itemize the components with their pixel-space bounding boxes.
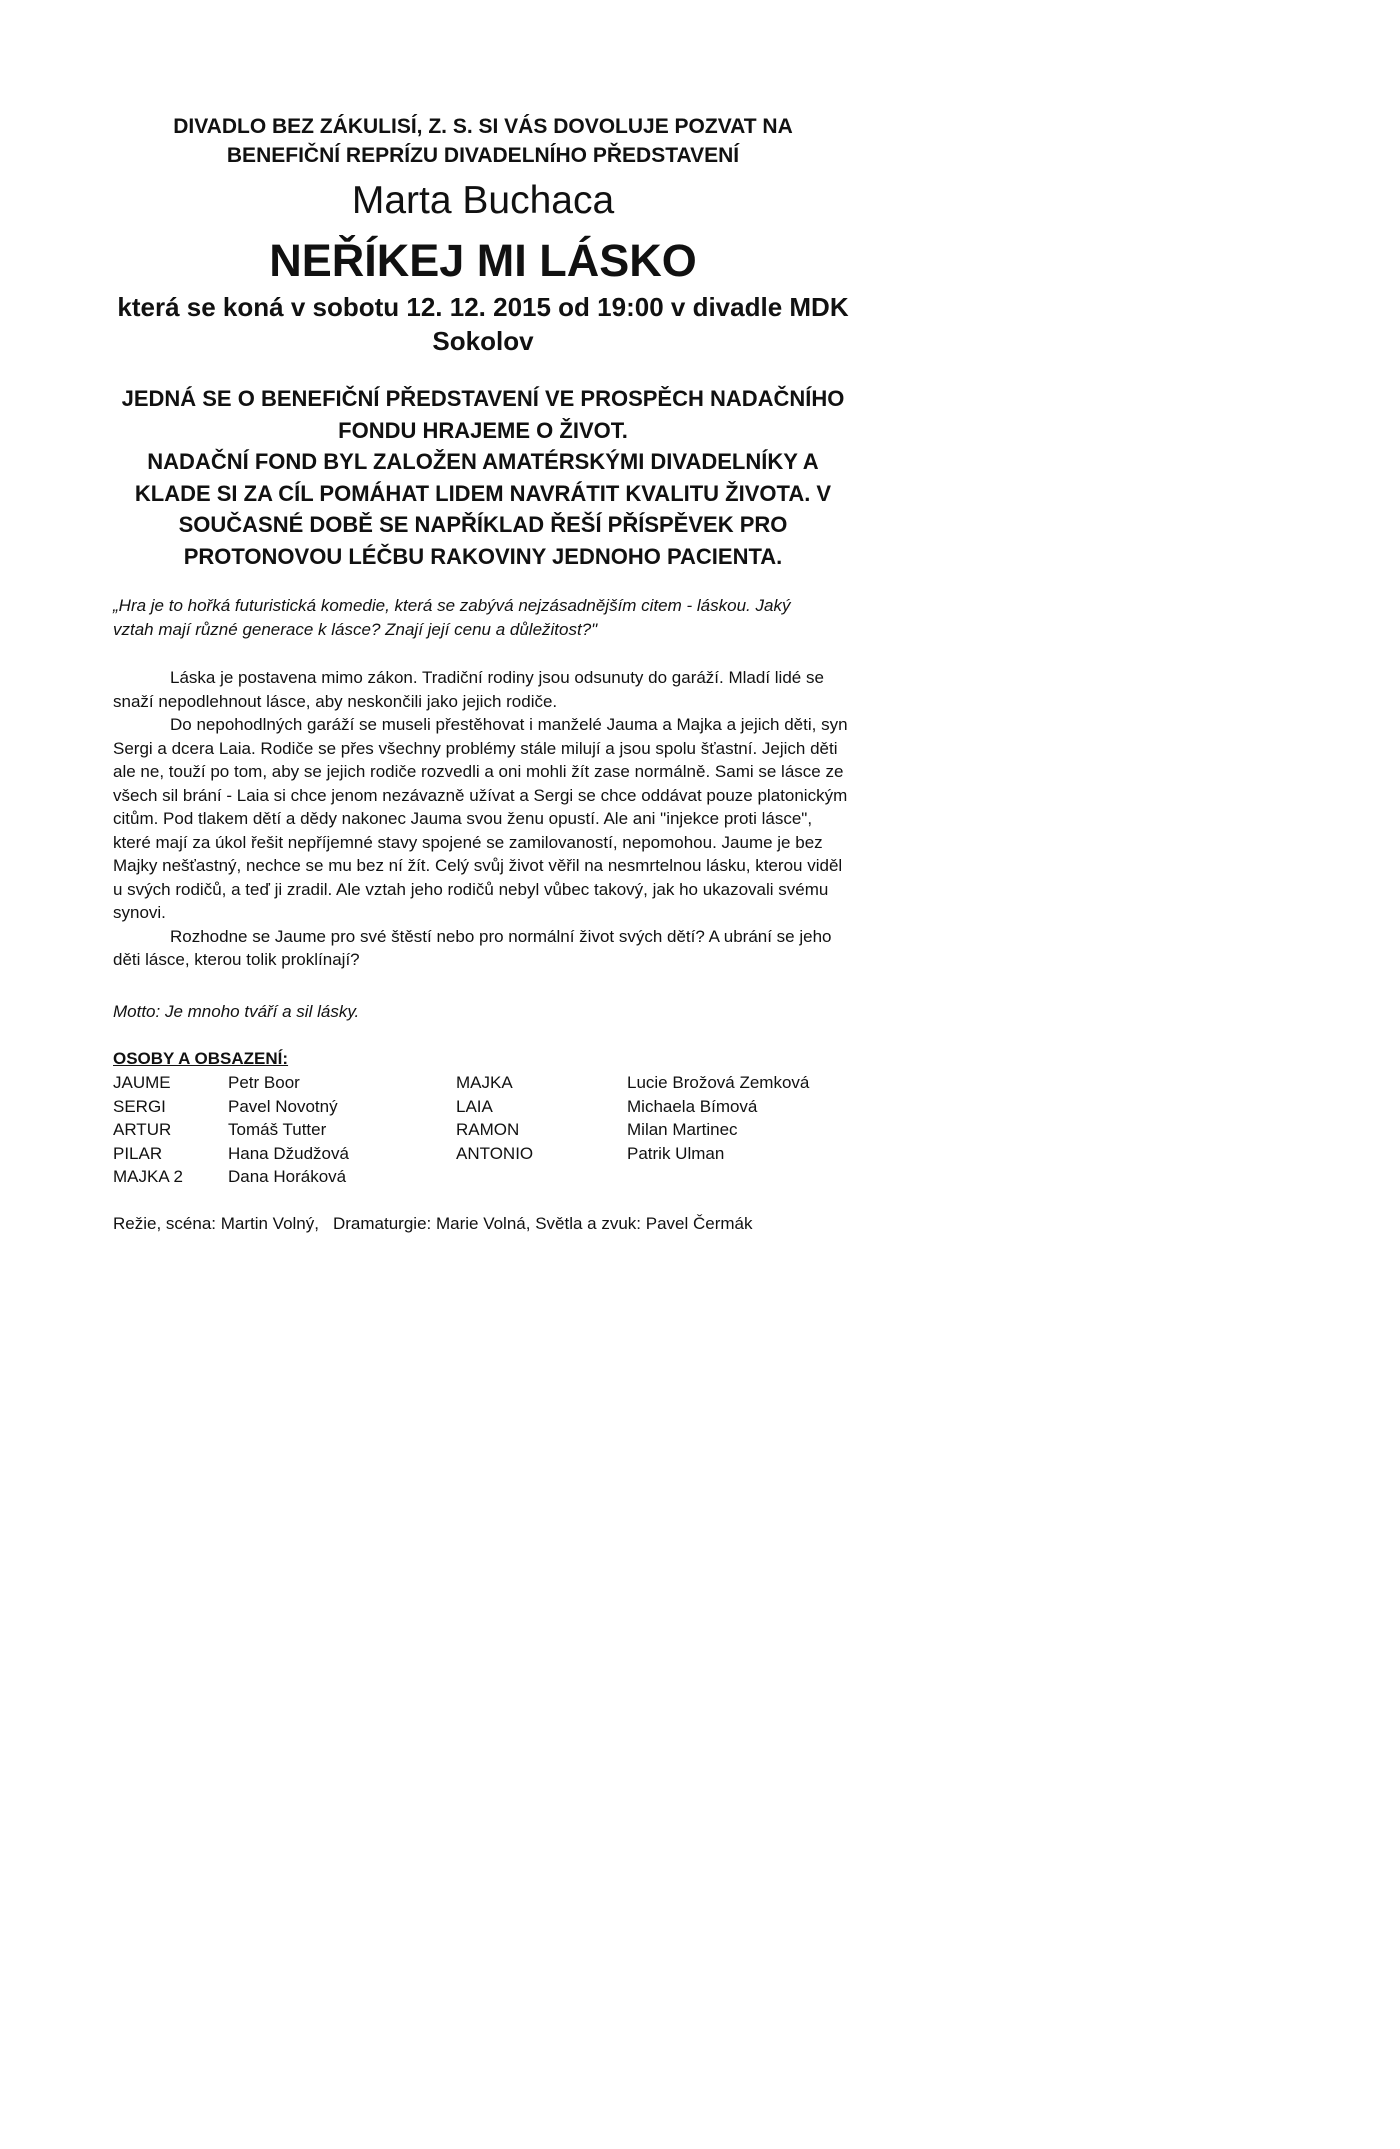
cast-actor: Milan Martinec [627,1120,738,1139]
cast-actor: Dana Horáková [228,1167,347,1186]
cast-actor: Tomáš Tutter [228,1120,327,1139]
cast-role: LAIA [456,1096,493,1116]
cast-role: MAJKA [456,1073,513,1092]
play-title: NEŘÍKEJ MI LÁSKO [269,235,697,286]
credit-dramaturgy: Dramaturgie: Marie Volná, [332,1214,531,1233]
invitation-header [103,112,863,170]
motto: Motto: Je mnoho tváří a sil lásky. [113,1002,360,1021]
cast-role: ARTUR [113,1120,172,1139]
benefit-notice [103,383,863,572]
performance-date-venue [103,290,863,358]
invitation-header-line-1: DIVADLO BEZ ZÁKULISÍ, Z. S. SI VÁS DOVOLUJE POZVAT NA [173,115,793,138]
cast-heading: OSOBY A OBSAZENÍ: [113,1049,289,1068]
synopsis-paragraph: Do nepohodlných garáží se museli přestěhovat i manželé Jauma a Majka a jejich děti, syn Sergi a dcera Laia. Rodiče se přes všechny problémy stále milují a jsou spolu šťastní. Jejich děti ale ne, touží po tom, aby se jejich rodiče rozvedli a oni mohli žít zase normálně. Sami se lásce ze všech sil brání - Laia si chce jenom nezávazně užívat a Sergi se chce oddávat pouze platonickým citům. Pod tlakem dětí a dědy nakonec Jauma svou ženu opustí. Ale ani "injekce proti lásce", které mají za úkol řešit nepříjemné stavy spojené se zamilovaností, nepomohou. Jaume je bez Majky nešťastný, nechce se mu bez ní žít. Celý svůj život věřil na nesmrtelnou lásku, kterou viděl u svých rodičů, a teď ji zradil. Ale vztah jeho rodičů nebyl vůbec takový, jak ho ukazovali svému synovi. [113,715,848,922]
cast-actor: Petr Boor [228,1073,300,1092]
benefit-line: KLADE SI ZA CÍL POMÁHAT LIDEM NAVRÁTIT KVALITU ŽIVOTA. V [134,480,832,506]
invitation-header-line-2: BENEFIČNÍ REPRÍZU DIVADELNÍHO PŘEDSTAVENÍ [226,144,740,167]
cast-actor: Hana Džudžová [228,1143,349,1163]
cast-role: SERGI [113,1096,166,1116]
benefit-line: NADAČNÍ FOND BYL ZALOŽEN AMATÉRSKÝMI DIVADELNÍKY A [147,449,819,474]
cast-role: PILAR [113,1143,163,1163]
cast-role: MAJKA 2 [113,1167,183,1186]
cast-actor: Michaela Bímová [627,1096,758,1116]
benefit-line: SOUČASNÉ DOBĚ SE NAPŘÍKLAD ŘEŠÍ PŘÍSPĚVEK PRO [178,512,788,537]
benefit-line: FONDU HRAJEME O ŽIVOT. [338,417,628,443]
synopsis-paragraph: Rozhodne se Jaume pro své štěstí nebo pro normální život svých dětí? A ubrání se jeho děti lásce, kterou tolik proklínají? [113,926,832,969]
quote-line: vztah mají různé generace k lásce? Znají její cenu a důležitost?" [113,619,598,639]
production-credits [113,1212,753,1236]
cast-actor: Lucie Brožová Zemková [627,1073,810,1092]
performance-date-line-1: která se koná v sobotu 12. 12. 2015 od 19:00 v divadle MDK [117,292,849,322]
quote-line: „Hra je to hořká futuristická komedie, která se zabývá nejzásadnějším citem - láskou. Jaký [113,596,791,615]
synopsis-paragraph: Láska je postavena mimo zákon. Tradiční rodiny jsou odsunuty do garáží. Mladí lidé se snaží nepodlehnout lásce, aby neskončili jako jejich rodiče. [113,668,824,711]
benefit-line: PROTONOVOU LÉČBU RAKOVINY JEDNOHO PACIENTA. [183,543,783,569]
cast-role: RAMON [456,1120,520,1139]
cast-role: JAUME [113,1073,171,1092]
cast-role: ANTONIO [456,1143,534,1163]
performance-date-line-2: Sokolov [432,326,534,356]
cast-actor: Patrik Ulman [627,1143,725,1163]
play-author: Marta Buchaca [351,179,615,222]
play-quote [113,594,853,641]
credit-light-sound: Světla a zvuk: Pavel Čermák [535,1214,753,1233]
credit-direction: Režie, scéna: Martin Volný, [113,1214,319,1233]
benefit-line: JEDNÁ SE O BENEFIČNÍ PŘEDSTAVENÍ VE PROSPĚCH NADAČNÍHO [121,386,845,411]
synopsis [113,666,853,972]
cast-actor: Pavel Novotný [228,1096,338,1116]
